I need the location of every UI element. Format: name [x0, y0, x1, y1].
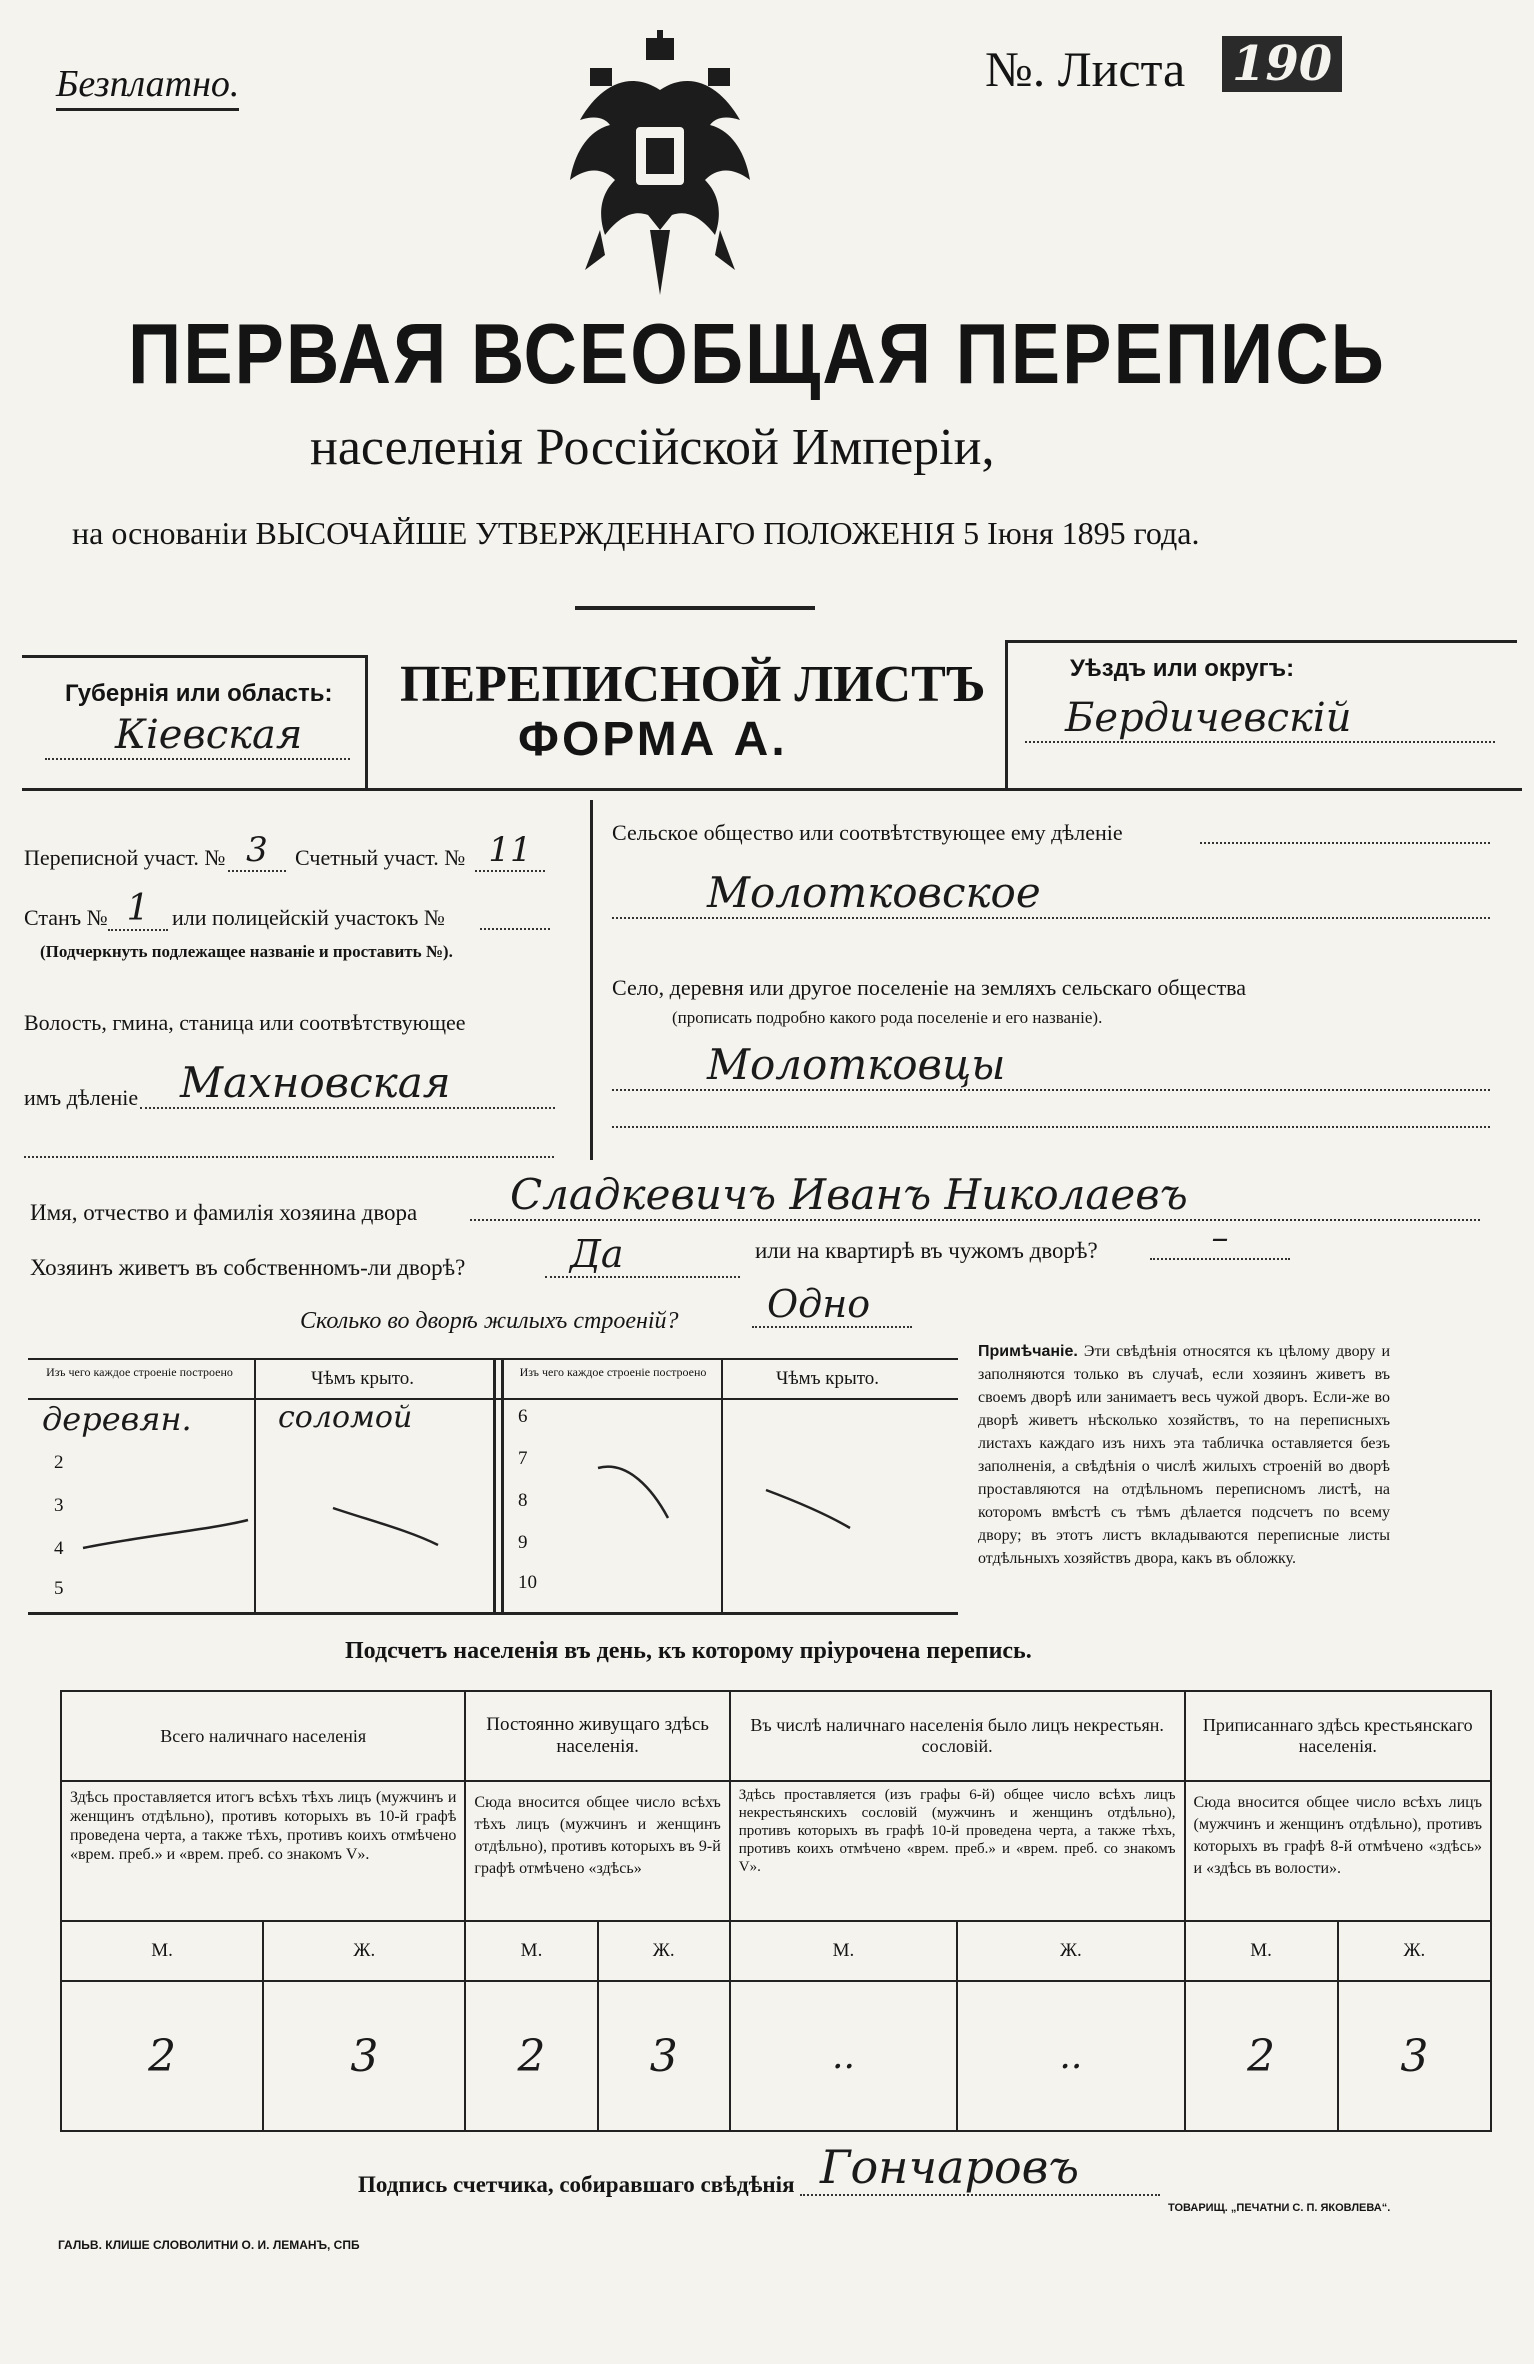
pt-val-m-4: 2 — [1185, 1981, 1338, 2131]
bt-col1-header: Изъ чего каждое строеніе построено — [46, 1365, 233, 1379]
bt-row6-num: 6 — [518, 1406, 528, 1427]
volost-label: Волость, гмина, станица или соотвѣтствующее — [24, 1010, 466, 1035]
pt-col3-desc: Здѣсь проставляется (изъ графы 6-й) общее число всѣхъ лицъ некрестьянскихъ сословій (мужчинъ и женщинъ отдѣльно), противъ которыхъ въ графѣ 10-й проведена черта, а также тѣхъ, противъ коихъ отмѣчено «врем. преб.» и «врем. преб. со знакомъ V». — [730, 1781, 1185, 1921]
note-block — [978, 1340, 1390, 1570]
stan-label: Станъ № — [24, 905, 108, 930]
bt-col4-header: Чѣмъ крыто. — [776, 1368, 880, 1389]
bt-row4-num: 4 — [54, 1538, 64, 1559]
owner-name-label: Имя, отчество и фамилія хозяина двора — [30, 1200, 418, 1225]
footer-right: ТОВАРИЩ. „ПЕЧАТНИ С. П. ЯКОВЛЕВА“. — [1168, 2202, 1391, 2214]
pt-col4-title: Приписаннаго здѣсь крестьянскаго населенія. — [1185, 1691, 1491, 1781]
police-value-line — [480, 912, 550, 930]
society-value: Молотковское — [612, 868, 1490, 919]
pt-col2-title: Постоянно живущаго здѣсь населенія. — [465, 1691, 729, 1781]
bt-row5-num: 5 — [54, 1578, 64, 1599]
volost-extra-line — [24, 1140, 554, 1158]
pt-val-zh-4: 3 — [1338, 1981, 1491, 2131]
society-label-line — [1200, 826, 1490, 844]
bt-row7-num: 7 — [518, 1448, 528, 1469]
stan-value: 1 — [108, 888, 168, 931]
sheet-number-value: 190 — [1222, 36, 1342, 92]
population-heading: Подсчетъ населенія въ день, къ которому пріурочена перепись. — [345, 1638, 1032, 1664]
police-note: (Подчеркнуть подлежащее названіе и проставить №). — [40, 942, 453, 961]
uezd-label: Уѣздъ или округъ: — [1070, 655, 1295, 682]
signature-label: Подпись счетчика, собиравшаго свѣдѣнія — [358, 2172, 795, 2197]
pt-zh-1: Ж. — [263, 1921, 465, 1981]
pt-m-1: М. — [61, 1921, 263, 1981]
pt-val-m-1: 2 — [61, 1981, 263, 2131]
bt-col2-header: Чѣмъ крыто. — [311, 1368, 415, 1389]
village-extra-line — [612, 1110, 1490, 1128]
pt-val-zh-3: .. — [957, 1981, 1184, 2131]
pt-val-zh-1: 3 — [263, 1981, 465, 2131]
pt-zh-2: Ж. — [598, 1921, 730, 1981]
bt-col3-header: Изъ чего каждое строеніе построено — [519, 1365, 707, 1379]
buildings-table — [28, 1358, 958, 1615]
gubernia-label: Губернія или область: — [65, 680, 333, 707]
counting-area-value: 11 — [475, 830, 545, 872]
rented-label: или на квартирѣ въ чужомъ дворѣ? — [755, 1238, 1098, 1263]
census-area-label: Переписной участ. № — [24, 845, 226, 870]
pt-col3-title: Въ числѣ наличнаго населенія было лицъ некрестьян. сословій. — [730, 1691, 1185, 1781]
pt-col1-title: Всего наличнаго населенія — [61, 1691, 465, 1781]
free-label: Безплатно. — [56, 62, 239, 111]
bt-row2-num: 2 — [54, 1452, 64, 1473]
pt-m-4: М. — [1185, 1921, 1338, 1981]
census-area-value: 3 — [228, 830, 286, 872]
sheet-number-label: №. Листа — [985, 41, 1186, 97]
footer-left: ГАЛЬВ. КЛИШЕ СЛОВОЛИТНИ О. И. ЛЕМАНЪ, СПБ — [58, 2238, 360, 2252]
note-heading: Примѣчаніе. — [978, 1343, 1078, 1360]
ornament-divider — [575, 606, 815, 610]
note-text: Эти свѣдѣнія относятся къ цѣлому двору и заполняются только въ случаѣ, если хозяинъ живетъ въ своемъ дворѣ или занимаетъ весь чужой дворъ. Если-же во дворѣ живетъ нѣсколько хозяйствъ, то на переписныхъ листахъ каждаго изъ нихъ эта табличка оставляется безъ заполненія, а свѣдѣнія о числѣ жилыхъ строеній во дворѣ проставляются на отдѣльномъ переписномъ листѣ, на которомъ вмѣстѣ съ тѣмъ дѣлается подсчетъ по всему двору; въ этотъ листъ вкладываются переписные листы отдѣльныхъ хозяйствъ двора, какъ въ обложку. — [978, 1343, 1391, 1567]
pt-col4-desc: Сюда вносится общее число всѣхъ лицъ (мужчинъ и женщинъ отдѣльно), противъ которыхъ въ графѣ 8-й отмѣчено «здѣсь» и «здѣсь въ волости». — [1185, 1781, 1491, 1921]
bt-row8-num: 8 — [518, 1490, 528, 1511]
volost-value: Махновская — [140, 1058, 555, 1109]
gubernia-value: Кіевская — [45, 712, 350, 760]
village-note: (прописать подробно какого рода поселеніе и его названіе). — [672, 1008, 1103, 1027]
buildings-value: Одно — [752, 1282, 912, 1328]
bt-row1-material: деревян. — [42, 1400, 192, 1438]
bt-strike-marks — [28, 1360, 958, 1612]
own-yard-label: Хозяинъ живетъ въ собственномъ-ли дворѣ? — [30, 1255, 466, 1280]
pt-zh-4: Ж. — [1338, 1921, 1491, 1981]
subtitle: населенія Россійской Имперіи, — [310, 419, 995, 476]
society-label: Сельское общество или соотвѣтствующее ему дѣленіе — [612, 820, 1123, 845]
uezd-value: Бердичевскій — [1025, 695, 1495, 743]
form-title: ПЕРЕПИСНОЙ ЛИСТЪ — [400, 656, 986, 713]
pt-m-3: М. — [730, 1921, 957, 1981]
pt-col1-desc: Здѣсь проставляется итогъ всѣхъ тѣхъ лицъ (мужчинъ и женщинъ отдѣльно), противъ которыхъ въ 10-й графѣ проведена черта, а также тѣхъ, противъ коихъ отмѣчено «врем. преб.» и «врем. преб. со знакомъ V». — [61, 1781, 465, 1921]
bt-row3-num: 3 — [54, 1495, 64, 1516]
bt-row1-roof: соломой — [278, 1400, 413, 1435]
own-yard-value: Да — [545, 1232, 740, 1278]
owner-name-value: Сладкевичъ Иванъ Николаевъ — [470, 1170, 1480, 1221]
pt-val-zh-2: 3 — [598, 1981, 730, 2131]
population-table — [60, 1690, 1492, 2132]
pt-col2-desc: Сюда вносится общее число всѣхъ тѣхъ лицъ (мужчинъ и женщинъ отдѣльно), противъ которыхъ въ 9-й графѣ отмѣчено «здѣсь» — [465, 1781, 729, 1921]
pt-val-m-2: 2 — [465, 1981, 597, 2131]
pt-m-2: М. — [465, 1921, 597, 1981]
bt-row9-num: 9 — [518, 1532, 528, 1553]
rented-value: – — [1150, 1218, 1290, 1260]
volost-label-2: имъ дѣленіе — [24, 1085, 139, 1110]
buildings-label: Сколько во дворѣ жилыхъ строеній? — [300, 1308, 679, 1334]
double-headed-eagle-icon — [560, 30, 760, 300]
main-title: ПЕРВАЯ ВСЕОБЩАЯ ПЕРЕПИСЬ — [128, 306, 1386, 402]
pt-val-m-3: .. — [730, 1981, 957, 2131]
police-label: или полицейскій участокъ № — [172, 905, 445, 930]
signature-value: Гончаровъ — [800, 2140, 1160, 2196]
village-label: Село, деревня или другое поселеніе на земляхъ сельскаго общества — [612, 975, 1247, 1000]
counting-area-label: Счетный участ. № — [295, 845, 466, 870]
decree-line: на основаніи ВЫСОЧАЙШЕ УТВЕРЖДЕННАГО ПОЛОЖЕНІЯ 5 Іюня 1895 года. — [72, 515, 1200, 551]
village-value: Молотковцы — [612, 1040, 1490, 1091]
bt-row10-num: 10 — [518, 1572, 537, 1593]
pt-zh-3: Ж. — [957, 1921, 1184, 1981]
form-subtitle: ФОРМА А. — [518, 713, 788, 766]
